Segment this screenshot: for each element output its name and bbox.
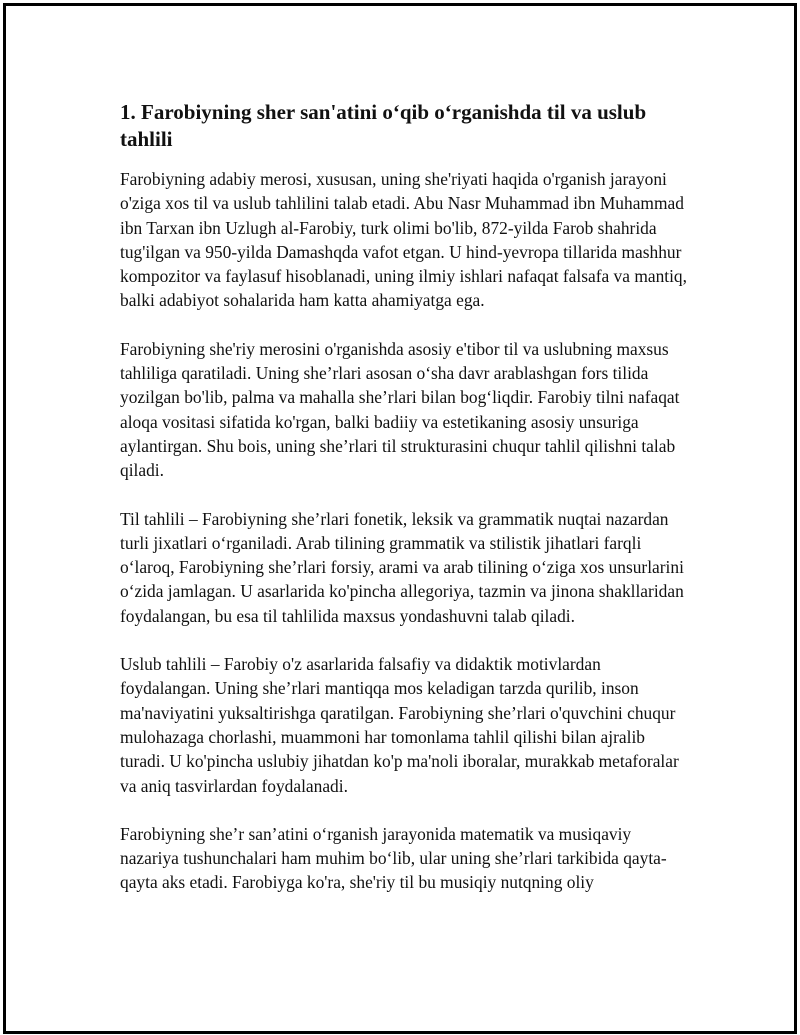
paragraph-intro: Farobiyning adabiy merosi, xususan, uning she'riyati haqida o'rganish jarayoni o'ziga xos til va uslub tahlilini talab etadi. Abu Nasr Muhammad ibn Muhammad ibn Tarxan ibn Uzlugh al-Farobiy, turk olimi bo'lib, 872-yilda Farob shahrida tug'ilgan va 950-yilda Damashqda vafot etgan. U hind-yevropa tillarida mashhur kompozitor va faylasuf hisoblanadi, uning ilmiy ishlari nafaqat falsafa va mantiq, balki adabiyot sohalarida ham katta ahamiyatga ega. [120, 169, 687, 311]
document-page [3, 3, 797, 1034]
paragraph-style-analysis: Uslub tahlili – Farobiy o'z asarlarida falsafiy va didaktik motivlardan foydalangan. Uning she’rlari mantiqqa mos keladigan tarzda qurilib, inson ma'naviyatini yuksaltirishga qaratilgan. Farobiyning she’rlari o'quvchini chuqur mulohazaga chorlashi, muammoni har tomonlama tahlil qilishi bilan ajralib turadi. U ko'pincha uslubiy jihatdan ko'p ma'noli iboralar, murakkab metaforalar va aniq tasvirlardan foydalanadi. [120, 654, 679, 796]
paragraph-language-analysis: Til tahlili – Farobiyning she’rlari fonetik, leksik va grammatik nuqtai nazardan turli jixatlari o‘rganiladi. Arab tilining grammatik va stilistik jihatlari farqli o‘laroq, Farobiyning she’rlari forsiy, arami va arab tilining o‘ziga xos unsurlarini o‘zida jamlagan. U asarlarida ko'pincha allegoriya, tazmin va jinona shakllaridan foydalangan, bu esa til tahlilida maxsus yondashuvni talab qiladi. [120, 508, 684, 626]
paragraph-music-theory: Farobiyning she’r san’atini o‘rganish jarayonida matematik va musiqaviy nazariya tushunchalari ham muhim bo‘lib, ular uning she’rlari tarkibida qayta-qayta aks etadi. Farobiyga ko'ra, she'riy til bu musiqiy nutqning oliy [120, 823, 667, 893]
paragraph-poetic-legacy: Farobiyning she'riy merosini o'rganishda asosiy e'tibor til va uslubning maxsus tahliliga qaratiladi. Uning she’rlari asosan o‘sha davr arablashgan fors tilida yozilgan bo'lib, palma va mahalla she’rlari bilan bog‘liqdir. Farobiy tilni nafaqat aloqa vositasi sifatida ko'rgan, balki badiiy va estetikaning asosiy unsuriga aylantirgan. Shu bois, uning she’rlari til strukturasini chuqur tahlil qilishni talab qiladi. [120, 338, 680, 481]
section-heading: 1. Farobiyning sher san'atini o‘qib o‘rganishda til va uslub tahlili [120, 100, 647, 151]
document-body [120, 99, 690, 919]
